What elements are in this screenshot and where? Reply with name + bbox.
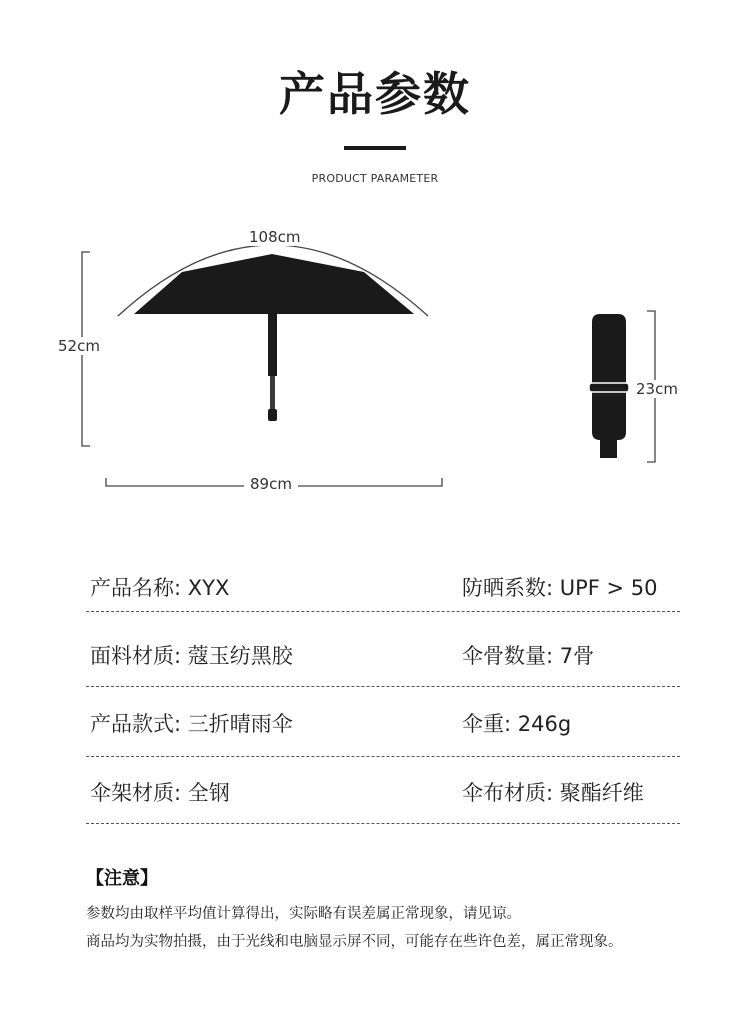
spec-style: 产品款式: 三折晴雨伞 xyxy=(90,712,293,736)
folded-umbrella-handle xyxy=(600,440,617,458)
page-title: 产品参数 xyxy=(279,67,471,121)
row-divider xyxy=(86,611,680,612)
spec-row xyxy=(88,777,680,817)
umbrella-handle xyxy=(268,409,277,421)
open-width-label: 108cm xyxy=(245,228,305,246)
spec-weight: 伞重: 246g xyxy=(462,712,572,736)
umbrella-shaft-lower xyxy=(270,376,275,410)
spec-name: 产品名称: XYX xyxy=(90,576,230,600)
spec-row xyxy=(88,708,680,748)
spec-cloth: 伞布材质: 聚酯纤维 xyxy=(462,781,644,805)
row-divider xyxy=(86,686,680,687)
height-label: 52cm xyxy=(58,337,100,355)
spec-fabric: 面料材质: 蔻玉纺黑胶 xyxy=(90,644,293,668)
span-label: 89cm xyxy=(244,475,298,493)
folded-umbrella-body xyxy=(592,314,626,440)
spec-frame: 伞架材质: 全钢 xyxy=(90,781,230,805)
row-divider xyxy=(86,823,680,824)
folded-length-label: 23cm xyxy=(636,380,678,398)
page-subtitle: PRODUCT PARAMETER xyxy=(311,172,439,185)
umbrella-canopy xyxy=(134,254,414,314)
spec-row xyxy=(88,572,680,612)
spec-upf: 防晒系数: UPF > 50 xyxy=(462,576,658,600)
note-line: 商品均为实物拍摄，由于光线和电脑显示屏不同，可能存在些许色差，属正常现象。 xyxy=(86,934,623,950)
spec-row xyxy=(88,640,680,680)
notes-title: 【注意】 xyxy=(86,868,158,889)
folded-umbrella-strap xyxy=(589,383,629,392)
row-divider xyxy=(86,756,680,757)
umbrella-shaft xyxy=(268,314,277,376)
spec-ribs: 伞骨数量: 7骨 xyxy=(462,644,595,668)
note-line: 参数均由取样平均值计算得出，实际略有误差属正常现象，请见谅。 xyxy=(86,906,521,922)
